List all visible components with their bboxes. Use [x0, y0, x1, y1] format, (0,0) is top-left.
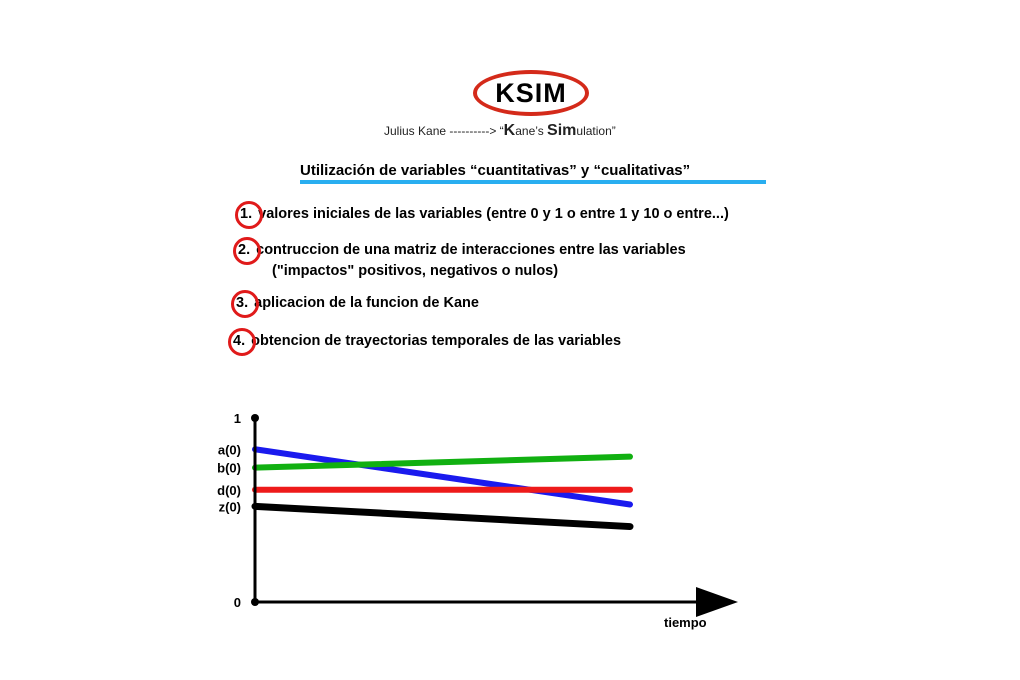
step-3-text: aplicacion de la funcion de Kane — [254, 295, 479, 311]
subtitle-pre: Julius Kane ----------> “ — [384, 124, 504, 138]
tick-label-layer — [217, 411, 241, 610]
y-tick-label-3: d(0) — [217, 482, 241, 498]
step-2-text: contruccion de una matriz de interacciones entre las variables — [256, 242, 686, 258]
y-tick-label-0: 1 — [233, 411, 241, 426]
subtitle-mid: ane’s — [515, 124, 548, 138]
origin-dot — [251, 598, 259, 606]
step-1-number: 1. — [240, 206, 253, 222]
y-tick-label-4: z(0) — [218, 499, 241, 515]
y-tick-label-1: a(0) — [217, 442, 241, 458]
subtitle-k: K — [503, 122, 516, 139]
subtitle-sim: Sim — [547, 122, 577, 139]
series-line-3 — [255, 506, 630, 526]
series-layer — [255, 449, 630, 526]
y-axis-top-dot — [251, 414, 259, 422]
step-4-number: 4. — [233, 333, 246, 349]
heading: Utilización de variables “cuantitativas” y “cualitativas” — [300, 162, 691, 179]
step-3-number: 3. — [236, 295, 249, 311]
step-2-number: 2. — [238, 242, 251, 258]
x-axis-label: tiempo — [664, 615, 707, 630]
step-2-subtext: ("impactos" positivos, negativos o nulos) — [272, 263, 559, 279]
y-tick-label-5: 0 — [233, 595, 241, 610]
subtitle-post: ulation” — [576, 124, 616, 138]
step-4-text: obtencion de trayectorias temporales de las variables — [251, 333, 622, 349]
logo-text: KSIM — [495, 77, 567, 108]
step-1-text: valores iniciales de las variables (entre 0 y 1 o entre 1 y 10 o entre...) — [258, 206, 729, 222]
y-tick-label-2: b(0) — [217, 460, 241, 476]
